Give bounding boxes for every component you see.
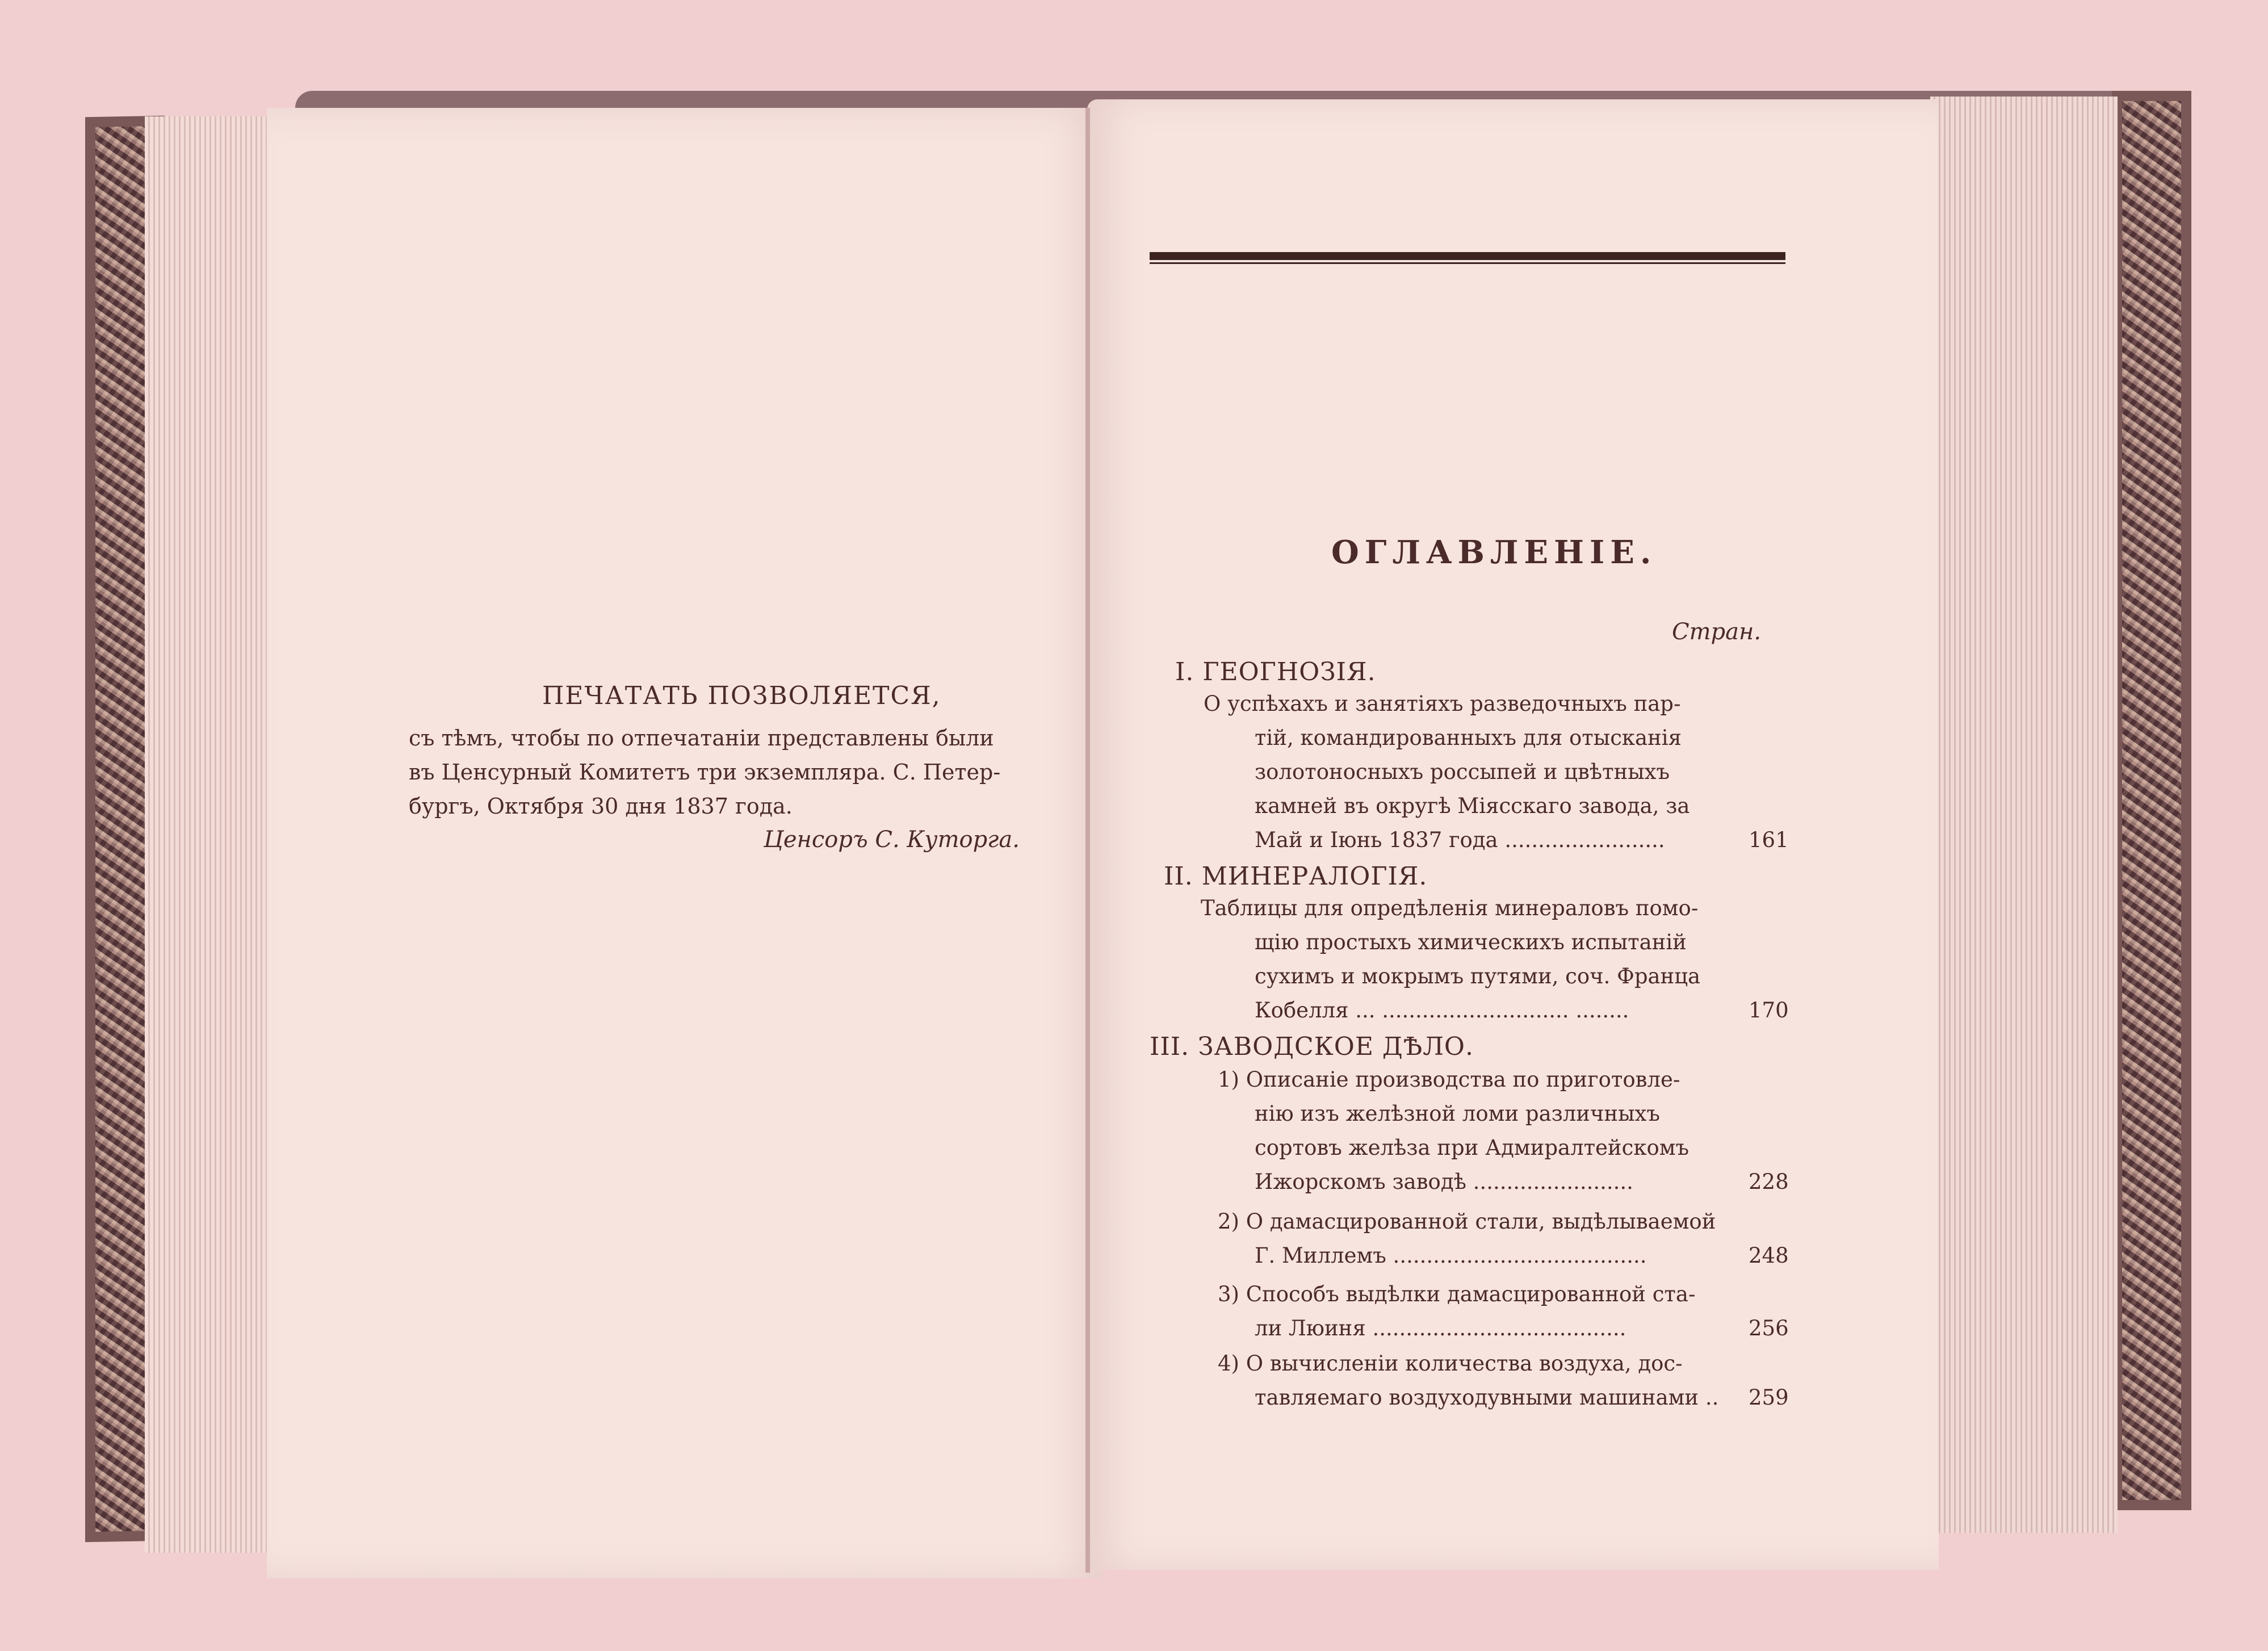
imprimatur-line: въ Ценсурный Комитетъ три экземпляра. С. Петер- bbox=[409, 760, 1001, 785]
toc-entry-line: 1) Описаніе производства по приготовле- bbox=[1218, 1067, 1680, 1092]
toc-page-number: 259 bbox=[1749, 1385, 1789, 1410]
imprimatur-line: съ тѣмъ, чтобы по отпечатаніи представлены были bbox=[409, 726, 994, 751]
toc-entry-line: щію простыхъ химическихъ испытаній bbox=[1255, 930, 1687, 954]
imprimatur-line: бургъ, Октября 30 дня 1837 года. bbox=[409, 794, 793, 819]
toc-title: ОГЛАВЛЕНІЕ. bbox=[1331, 534, 1657, 571]
header-rule-thin bbox=[1150, 262, 1785, 264]
toc-entry-line: Ижорскомъ заводѣ ........................ bbox=[1255, 1170, 1633, 1194]
toc-entry-line: нію изъ желѣзной ломи различныхъ bbox=[1255, 1101, 1660, 1126]
censor-signature: Ценсоръ С. Куторга. bbox=[764, 827, 1020, 853]
section-heading: I. ГЕОГНОЗІЯ. bbox=[1175, 657, 1376, 686]
toc-entry-line: 4) О вычисленіи количества воздуха, дос- bbox=[1218, 1351, 1683, 1376]
right-marbled-cover bbox=[2112, 91, 2191, 1510]
toc-entry-line: 2) О дамасцированной стали, выдѣлываемой bbox=[1218, 1209, 1716, 1234]
toc-page-number: 161 bbox=[1749, 828, 1789, 852]
toc-entry-line: золотоносныхъ россыпей и цвѣтныхъ bbox=[1255, 760, 1670, 784]
toc-entry-line: Г. Миллемъ ...................................... bbox=[1255, 1243, 1647, 1268]
toc-entry-line: камней въ округѣ Міясскаго завода, за bbox=[1255, 794, 1690, 818]
toc-entry-line: Таблицы для опредѣленія минераловъ помо- bbox=[1201, 896, 1699, 920]
toc-entry-line: тій, командированныхъ для отысканія bbox=[1255, 726, 1682, 750]
toc-page-number: 256 bbox=[1749, 1316, 1789, 1340]
toc-page-number: 248 bbox=[1749, 1243, 1789, 1268]
toc-entry-line: Кобелля ... ............................ ........ bbox=[1255, 998, 1629, 1023]
page-column-header: Стран. bbox=[1672, 619, 1762, 645]
toc-entry-line: Май и Іюнь 1837 года ........................ bbox=[1255, 828, 1665, 852]
toc-entry-line: 3) Способъ выдѣлки дамасцированной ста- bbox=[1218, 1282, 1696, 1306]
toc-entry-line: О успѣхахъ и занятіяхъ разведочныхъ пар- bbox=[1204, 692, 1681, 716]
toc-entry-line: тавляемаго воздуходувными машинами .. bbox=[1255, 1385, 1719, 1410]
book-gutter bbox=[1085, 108, 1090, 1573]
section-heading: III. ЗАВОДСКОЕ ДѢЛО. bbox=[1150, 1032, 1474, 1061]
right-page-edges bbox=[1930, 97, 2118, 1533]
toc-page-number: 228 bbox=[1749, 1170, 1789, 1194]
left-page-edges bbox=[145, 116, 281, 1553]
toc-entry-line: ли Люиня ...................................... bbox=[1255, 1316, 1626, 1340]
header-rule bbox=[1150, 252, 1785, 260]
section-heading: II. МИНЕРАЛОГІЯ. bbox=[1164, 862, 1428, 891]
toc-entry-line: сортовъ желѣза при Адмиралтейскомъ bbox=[1255, 1135, 1690, 1160]
imprimatur-title: ПЕЧАТАТЬ ПОЗВОЛЯЕТСЯ, bbox=[542, 681, 941, 710]
toc-entry-line: сухимъ и мокрымъ путями, соч. Франца bbox=[1255, 964, 1701, 988]
toc-page-number: 170 bbox=[1749, 998, 1789, 1023]
